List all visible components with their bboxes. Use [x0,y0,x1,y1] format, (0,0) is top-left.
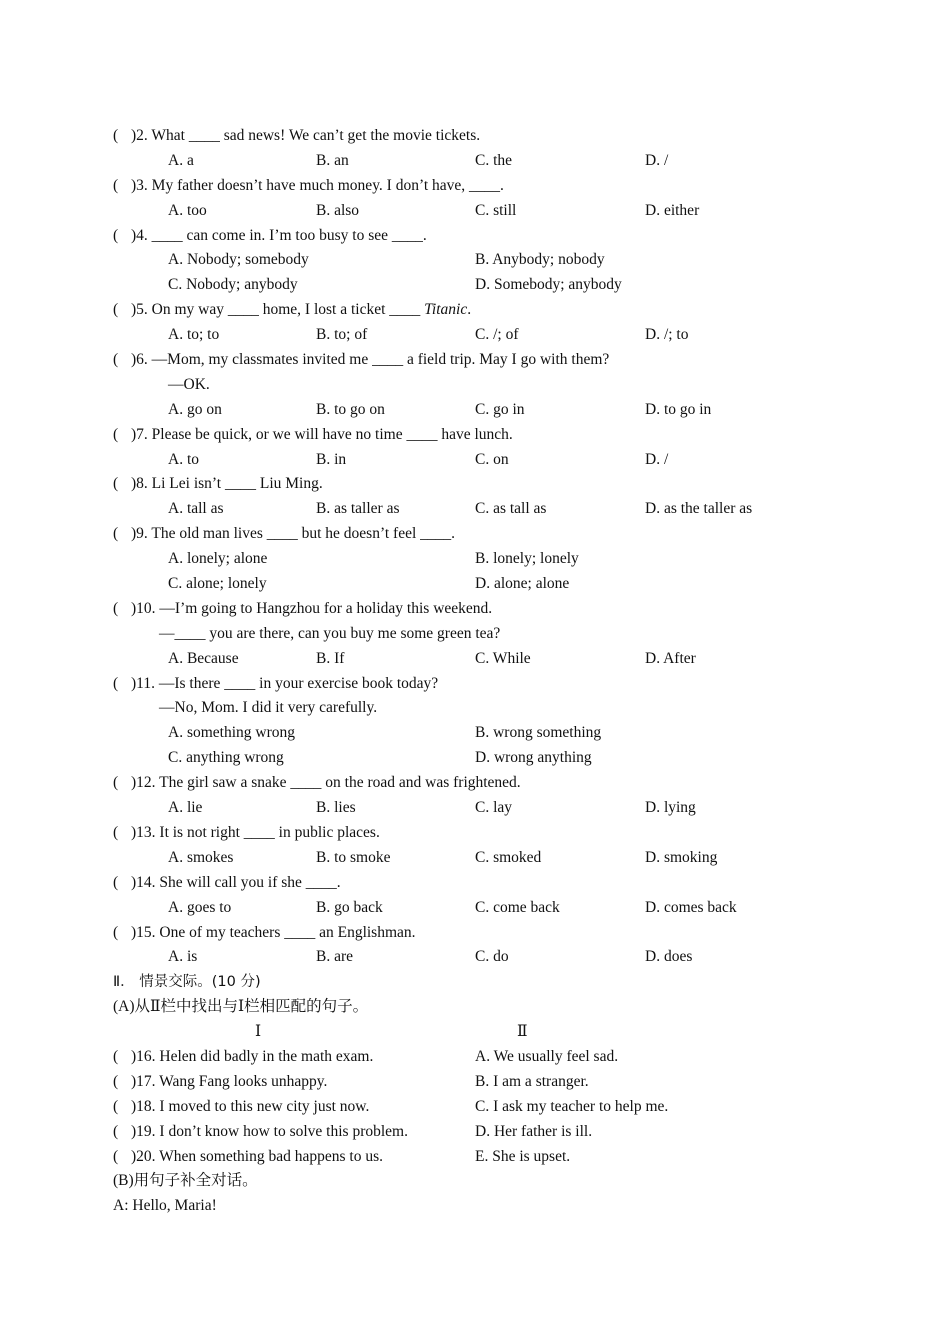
option-b: B. an [316,151,349,169]
dialog-line [0,1194,950,1219]
option-d: D. wrong anything [475,749,592,767]
question-15 [0,921,950,946]
option-b: B. go back [316,898,383,916]
option-a: A. something wrong [168,724,296,742]
dialog-reply: —No, Mom. I did it very carefully. [159,699,378,717]
option-a: A. lie [168,799,203,817]
dialog-continuation [0,696,950,721]
option-c: C. anything wrong [168,749,284,767]
options-row [0,398,950,423]
options-row [0,547,950,572]
question-5 [0,298,950,323]
option-a: A. a [168,151,194,169]
options-row [0,796,950,821]
dialog-reply: —____ you are there, can you buy me some green tea? [159,624,501,642]
question-stem: )13. It is not right ____ in public places. [131,823,380,841]
question-stem: )10. —I’m going to Hangzhou for a holiday this weekend. [131,599,493,617]
answer-paren[interactable]: ( [113,674,119,692]
dialog-text: A: Hello, Maria! [113,1197,217,1215]
answer-paren[interactable]: ( [113,475,119,493]
exam-page [0,124,950,1219]
option-c: C. the [475,151,513,169]
option-b: B. in [316,450,347,468]
option-b: B. Anybody; nobody [475,251,605,269]
option-d: D. After [645,649,696,667]
option-a: A. Because [168,649,239,667]
option-b: B. wrong something [475,724,602,742]
options-row [0,149,950,174]
answer-paren[interactable]: ( [113,923,119,941]
options-row [0,846,950,871]
option-c: C. alone; lonely [168,575,267,593]
question-12 [0,771,950,796]
option-d: D. lying [645,799,696,817]
option-c: C. as tall as [475,500,547,518]
question-11 [0,672,950,697]
match-left: )19. I don’t know how to solve this problem. [131,1122,408,1140]
answer-paren[interactable]: ( [113,823,119,841]
option-b: B. also [316,201,360,219]
options-row [0,199,950,224]
answer-paren[interactable]: ( [113,226,119,244]
question-stem: )2. What ____ sad news! We can’t get the movie tickets. [131,127,481,144]
option-c: C. /; of [475,326,519,344]
option-d: D. /; to [645,326,689,344]
question-stem [131,298,471,323]
option-b: B. to go on [316,400,385,418]
question-13 [0,821,950,846]
section-2-title: Ⅱ． 情景交际。(10 分) [113,974,261,991]
stem-end: . [467,301,472,319]
question-stem: )7. Please be quick, or we will have no time ____ have lunch. [131,425,513,443]
options-row [0,572,950,597]
question-14 [0,871,950,896]
question-stem: )14. She will call you if she ____. [131,873,341,891]
match-row [0,1045,950,1070]
answer-paren[interactable]: ( [113,176,119,194]
option-a: A. tall as [168,500,224,518]
option-d: D. does [645,948,693,966]
question-3 [0,174,950,199]
answer-paren[interactable]: ( [113,1122,119,1140]
question-stem: )15. One of my teachers ____ an Englishman. [131,923,416,941]
question-stem: )6. —Mom, my classmates invited me ____ a field trip. May I go with them? [131,351,610,369]
match-right: E. She is upset. [475,1147,571,1165]
section-heading [0,970,950,995]
answer-paren[interactable]: ( [113,873,119,891]
question-stem: )11. —Is there ____ in your exercise book today? [131,674,439,692]
part-b-instruction [0,1169,950,1194]
options-row [0,448,950,473]
option-c: C. go in [475,400,525,418]
match-row [0,1120,950,1145]
options-row [0,497,950,522]
option-a: A. lonely; alone [168,550,268,568]
question-stem: )3. My father doesn’t have much money. I don’t have, ____. [131,176,504,194]
options-row [0,945,950,970]
option-b: B. are [316,948,354,966]
answer-paren[interactable]: ( [113,425,119,443]
option-b: B. lonely; lonely [475,550,579,568]
question-stem: )9. The old man lives ____ but he doesn’t feel ____. [131,525,456,543]
option-c: C. do [475,948,509,966]
option-b: B. to; of [316,326,368,344]
options-row [0,647,950,672]
options-row [0,248,950,273]
answer-paren[interactable]: ( [113,525,119,543]
option-d: D. alone; alone [475,575,570,593]
part-a-title: (A)从Ⅱ栏中找出与Ⅰ栏相匹配的句子。 [113,998,369,1016]
option-a: A. is [168,948,198,966]
option-b: B. to smoke [316,848,391,866]
options-row [0,721,950,746]
answer-paren[interactable]: ( [113,599,119,617]
option-a: A. go on [168,400,222,418]
option-b: B. lies [316,799,356,817]
option-d: D. smoking [645,848,718,866]
option-c: C. come back [475,898,560,916]
option-a: A. to; to [168,326,220,344]
dialog-continuation [0,373,950,398]
answer-paren[interactable]: ( [113,1147,119,1165]
option-c: C. lay [475,799,513,817]
match-left: )17. Wang Fang looks unhappy. [131,1072,328,1090]
match-left: )20. When something bad happens to us. [131,1147,383,1165]
options-row [0,273,950,298]
match-row [0,1070,950,1095]
match-right: D. Her father is ill. [475,1122,593,1140]
column-headers [0,1020,950,1045]
column-1-header: Ⅰ [255,1023,262,1041]
question-9 [0,522,950,547]
options-row [0,746,950,771]
answer-paren[interactable]: ( [113,351,119,369]
option-d: D. Somebody; anybody [475,276,622,294]
column-2-header: Ⅱ [517,1023,528,1041]
part-b-title: (B)用句子补全对话。 [113,1172,258,1190]
option-d: D. / [645,450,669,468]
question-stem: )4. ____ can come in. I’m too busy to see ____. [131,226,427,244]
option-d: D. comes back [645,898,737,916]
match-right: C. I ask my teacher to help me. [475,1097,669,1115]
question-6 [0,348,950,373]
options-row [0,896,950,921]
match-right: A. We usually feel sad. [475,1047,619,1065]
option-d: D. / [645,151,669,169]
option-c: C. While [475,649,531,667]
dialog-reply: —OK. [168,375,210,393]
question-stem: )12. The girl saw a snake ____ on the road and was frightened. [131,774,521,792]
answer-paren[interactable]: ( [113,774,119,792]
match-right: B. I am a stranger. [475,1072,589,1090]
match-left: )18. I moved to this new city just now. [131,1097,370,1115]
option-d: D. as the taller as [645,500,753,518]
option-c: C. still [475,201,517,219]
option-a: A. smokes [168,848,234,866]
question-10 [0,597,950,622]
answer-paren[interactable]: ( [113,1097,119,1115]
dialog-continuation [0,622,950,647]
option-a: A. to [168,450,199,468]
option-a: A. Nobody; somebody [168,251,309,269]
option-c: C. smoked [475,848,542,866]
option-d: D. either [645,201,700,219]
answer-paren[interactable]: ( [113,301,119,319]
options-row [0,323,950,348]
part-a-instruction [0,995,950,1020]
option-a: A. too [168,201,207,219]
question-2 [0,124,950,149]
question-7 [0,423,950,448]
option-d: D. to go in [645,400,712,418]
answer-paren[interactable]: ( [113,127,119,144]
match-left: )16. Helen did badly in the math exam. [131,1047,374,1065]
question-stem: )8. Li Lei isn’t ____ Liu Ming. [131,475,323,493]
question-4 [0,224,950,249]
option-a: A. goes to [168,898,232,916]
option-c: C. on [475,450,509,468]
answer-paren[interactable]: ( [113,1047,119,1065]
option-b: B. as taller as [316,500,400,518]
movie-title: Titanic [424,301,468,319]
option-b: B. If [316,649,345,667]
match-row [0,1145,950,1170]
question-8 [0,472,950,497]
stem-text: )5. On my way ____ home, I lost a ticket ____ [131,301,425,319]
match-row [0,1095,950,1120]
answer-paren[interactable]: ( [113,1072,119,1090]
option-c: C. Nobody; anybody [168,276,298,294]
